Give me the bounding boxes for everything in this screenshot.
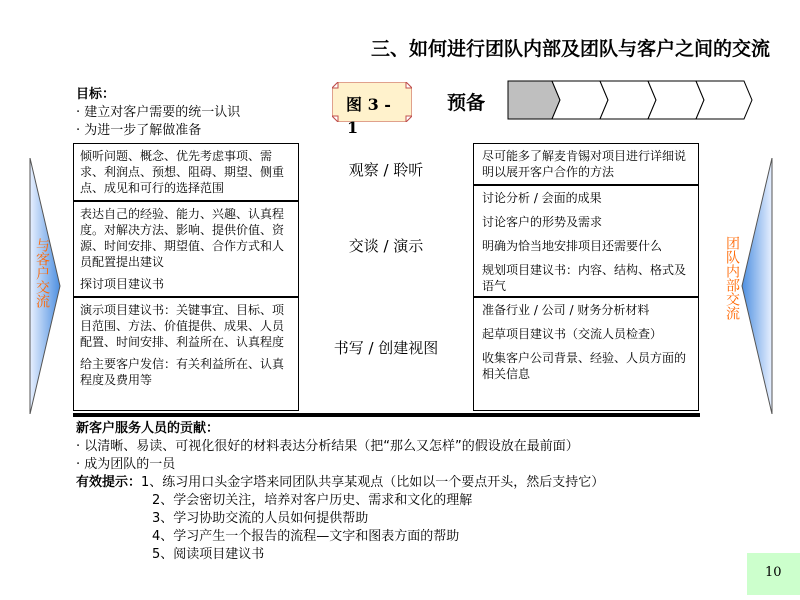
tip-item: 4、学习产生一个报告的流程—文字和图表方面的帮助: [152, 529, 460, 544]
bottom-notes: [76, 420, 776, 564]
right-arrow: [724, 158, 776, 418]
goal-item: · 建立对客户需要的统一认识: [76, 105, 241, 120]
chevron-stage-2: [552, 81, 608, 119]
goal-item: · 为进一步了解做准备: [76, 123, 202, 138]
cell-text: 讨论客户的形势及需求: [482, 215, 603, 229]
prep-label: 预备: [447, 92, 486, 114]
tip-item: 5、阅读项目建议书: [152, 547, 265, 562]
cell-text: 收集客户公司背景、经验、人员方面的相关信息: [482, 351, 687, 381]
middle-label-observe: 观察 / 聆听: [348, 161, 424, 179]
left-cell-write: [73, 297, 299, 411]
figure-label-cont: 1: [347, 118, 359, 137]
middle-label-write: 书写 / 创建视图: [333, 339, 439, 357]
cell-text: 规划项目建议书：内容、结构、格式及语气: [482, 263, 687, 293]
cell-text: 给主要客户发信：有关利益所在、认真程度及费用等: [80, 357, 285, 387]
figure-label: 图 3 -: [346, 95, 391, 114]
cell-text: 讨论分析 / 会面的成果: [482, 191, 602, 205]
cell-text: 准备行业 / 公司 / 财务分析材料: [482, 303, 650, 317]
contrib-item: · 以清晰、易读、可视化很好的材料表达分析结果（把“那么又怎样”的假设放在最前面）: [76, 439, 579, 454]
contrib-heading: 新客户服务人员的贡献：: [76, 421, 220, 436]
chevron-stage-5: [696, 81, 752, 119]
right-cell-write: [473, 297, 699, 411]
cell-text: 明确为恰当地安排项目还需要什么: [482, 239, 663, 253]
cell-text: 倾听问题、概念、优先考虑事项、需求、利润点、预想、阻碍、期望、侧重点、成见和可行的选择范围: [80, 149, 285, 195]
cell-text: 尽可能多了解麦肯锡对项目进行详细说明以展开客户合作的方法: [482, 149, 687, 179]
figure-label-box: [332, 82, 412, 137]
stage-chevrons: [506, 80, 756, 126]
contrib-item: · 成为团队的一员: [76, 457, 176, 472]
cell-text: 表达自己的经验、能力、兴趣、认真程度。对解决方法、影响、提供价值、资源、时间安排、期望值、合作方式和人员配置提出建议: [80, 207, 285, 269]
left-arrow: [26, 158, 62, 418]
tip-item: 1、练习用口头金字塔来同团队共享某观点（比如以一个要点开头，然后支持它）: [141, 475, 605, 490]
right-arrow-label: 团队内部交流: [724, 236, 740, 320]
chevron-stage-4: [648, 81, 704, 119]
page-number: 10: [765, 565, 782, 580]
page-title: 三、如何进行团队内部及团队与客户之间的交流: [370, 38, 770, 60]
left-cell-talk: [73, 201, 299, 297]
goals-heading: 目标：: [76, 87, 116, 102]
chevron-stage-3: [600, 81, 656, 119]
left-cell-observe: [73, 143, 299, 201]
middle-label-talk: 交谈 / 演示: [348, 237, 424, 255]
tip-item: 3、学习协助交流的人员如何提供帮助: [152, 511, 369, 526]
tips-heading: 有效提示：: [76, 475, 142, 490]
page-number-box: [747, 553, 800, 595]
cell-text: 起草项目建议书（交流人员检查）: [482, 327, 663, 341]
left-arrow-label: 与客户交流: [34, 238, 50, 308]
chevron-stage-1: [508, 81, 560, 119]
communication-table: [73, 143, 700, 417]
tip-item: 2、学会密切关注，培养对客户历史、需求和文化的理解: [152, 493, 473, 508]
cell-text: 演示项目建议书：关键事宜、目标、项目范围、方法、价值提供、成果、人员配置、时间安排、利益所在、认真程度: [80, 303, 285, 349]
goals-block: [76, 86, 240, 140]
right-cell-talk: [473, 185, 699, 297]
right-cell-observe: [473, 143, 699, 185]
cell-text: 探讨项目建议书: [80, 277, 165, 291]
